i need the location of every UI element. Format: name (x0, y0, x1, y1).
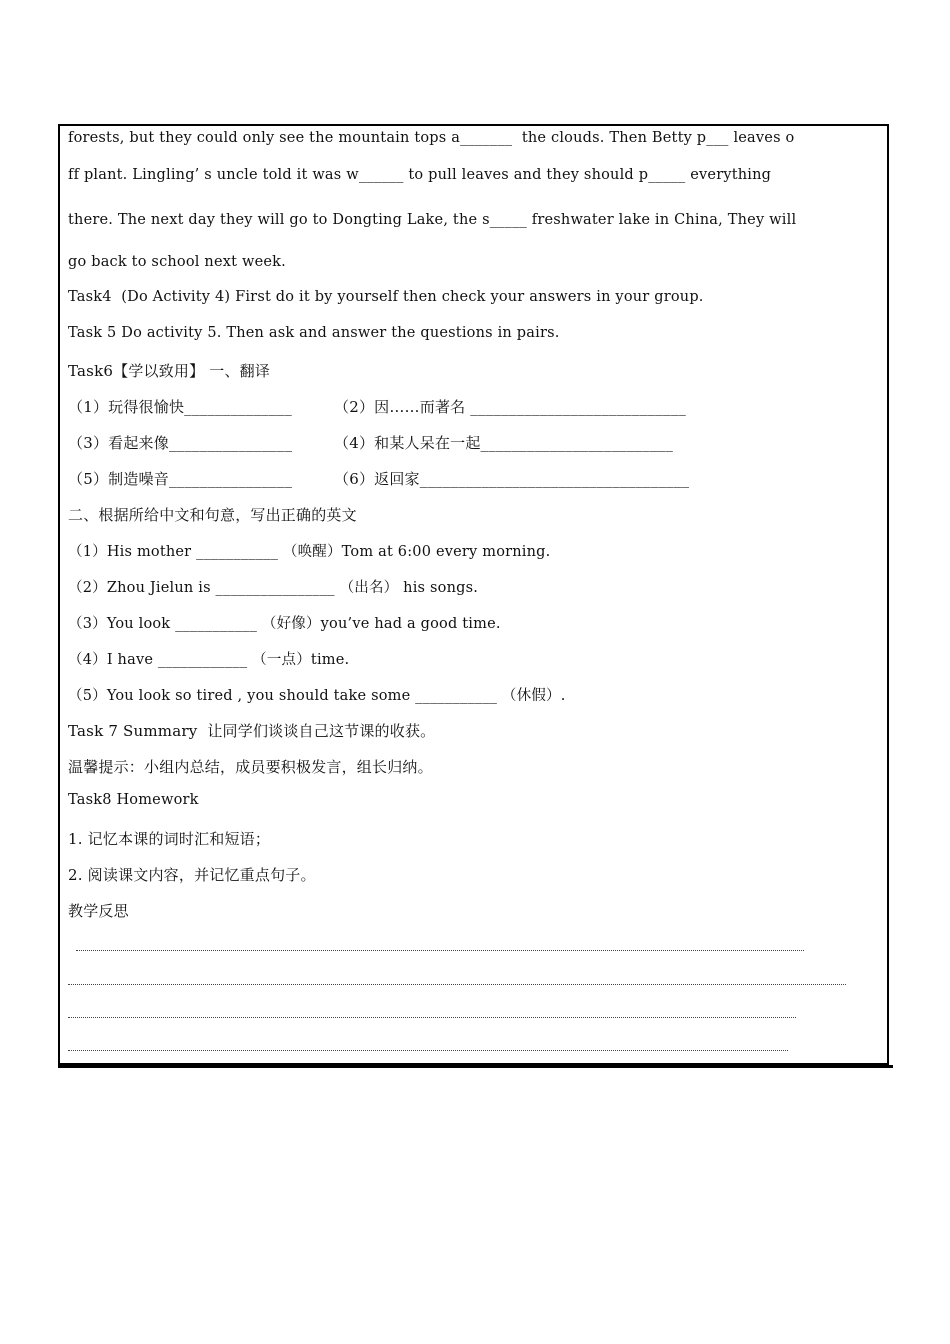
paragraph-line-3: there. The next day they will go to Dongting Lake, the s_____ freshwater lake in China, They will (68, 212, 797, 228)
reflection-heading: 教学反思 (68, 902, 129, 920)
frame-bottom-rule (58, 1065, 893, 1068)
sentence-item: （1）His mother ___________ （唤醒）Tom at 6:00 every morning. (68, 544, 551, 560)
homework-item-1: 1. 记忆本课的词时汇和短语； (68, 830, 271, 848)
translate-item-5: （5）制造噪音________________ (68, 470, 293, 488)
translate-item-4: （4）和某人呆在一起_________________________ (334, 434, 674, 452)
task5-instruction: Task 5 Do activity 5. Then ask and answer the questions in pairs. (68, 325, 560, 341)
paragraph-line-4: go back to school next week. (68, 254, 286, 270)
task7-summary: Task 7 Summary 让同学们谈谈自己这节课的收获。 (68, 722, 436, 740)
reflection-dotted-line (68, 1050, 788, 1051)
task4-instruction: Task4 (Do Activity 4) First do it by yourself then check your answers in your group. (68, 289, 704, 305)
warm-tip: 温馨提示：小组内总结，成员要积极发言，组长归纳。 (68, 758, 433, 776)
section2-heading: 二、根据所给中文和句意，写出正确的英文 (68, 506, 357, 524)
translate-item-2: （2）因……而著名 ____________________________ (334, 398, 686, 416)
reflection-dotted-line (68, 984, 846, 985)
paragraph-line-2: ff plant. Lingling’ s uncle told it was w______ to pull leaves and they should p_____ everything (68, 167, 772, 183)
homework-item-2: 2. 阅读课文内容，并记忆重点句子。 (68, 866, 316, 884)
translate-item-1: （1）玩得很愉快______________ (68, 398, 292, 416)
translate-item-3: （3）看起来像________________ (68, 434, 293, 452)
task8-homework-heading: Task8 Homework (68, 792, 199, 808)
translate-item-6: （6）返回家___________________________________ (334, 470, 690, 488)
paragraph-line-1: forests, but they could only see the mountain tops a_______ the clouds. Then Betty p___ leaves o (68, 130, 795, 146)
sentence-item: （4）I have ____________ （一点）time. (68, 652, 350, 668)
sentence-item: （2）Zhou Jielun is ________________ （出名） his songs. (68, 580, 479, 596)
task6-heading: Task6【学以致用】 一、翻译 (68, 362, 271, 380)
reflection-dotted-line (68, 1017, 796, 1018)
sentence-item: （3）You look ___________ （好像）you’ve had a good time. (68, 616, 501, 632)
reflection-dotted-line (76, 950, 804, 951)
sentence-item: （5）You look so tired , you should take some ___________ （休假）. (68, 688, 566, 704)
